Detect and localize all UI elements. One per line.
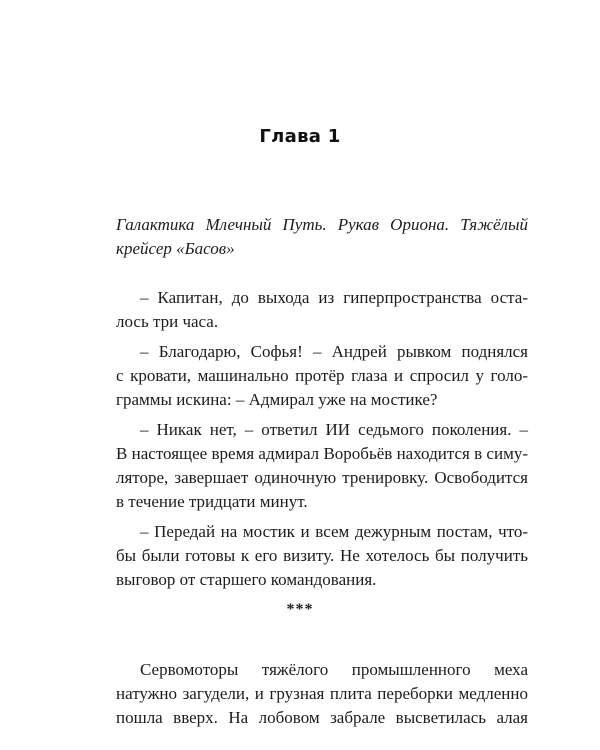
epigraph-line: Галактика Млечный Путь. Рукав Ориона. Тяжёлый xyxy=(116,215,528,234)
epigraph xyxy=(116,213,528,261)
paragraph-2-line-1: – Благодарю, Софья! – Андрей рывком поднялся xyxy=(140,342,528,361)
paragraph-2-line-2: с кровати, машинально протёр глаза и спросил у голо- xyxy=(116,366,528,385)
epigraph-line: крейсер «Басов» xyxy=(116,239,235,258)
paragraph-3-line-4: в течение тридцати минут. xyxy=(116,492,308,511)
section-separator: *** xyxy=(286,601,314,618)
continuation-line-2: натужно загудели, и грузная плита переборки медленно xyxy=(116,684,528,703)
paragraph-3-line-1: – Никак нет, – ответил ИИ седьмого поколения. – xyxy=(140,420,528,439)
continuation-line-1: Сервомоторы тяжёлого промышленного меха xyxy=(140,660,528,679)
paragraph-4-line-1: – Передай на мостик и всем дежурным постам, что- xyxy=(140,522,528,541)
paragraph-3-line-3: ляторе, завершает одиночную тренировку. Освободится xyxy=(116,468,528,487)
continuation-line-3: пошла вверх. На лобовом забрале высветилась алая xyxy=(116,708,528,727)
paragraph-2-line-3: граммы искина: – Адмирал уже на мостике? xyxy=(116,390,438,409)
paragraph-1-line-2: лось три часа. xyxy=(116,312,219,331)
paragraph-3-line-2: В настоящее время адмирал Воробьёв находится в симу- xyxy=(116,444,528,463)
paragraph-1-line-1: – Капитан, до выхода из гиперпространства оста- xyxy=(140,288,528,307)
paragraph-4-line-2: бы были готовы к его визиту. Не хотелось бы получить xyxy=(116,546,528,565)
paragraph-4-line-3: выговор от старшего командования. xyxy=(116,570,377,589)
chapter-title: Глава 1 xyxy=(259,126,341,147)
